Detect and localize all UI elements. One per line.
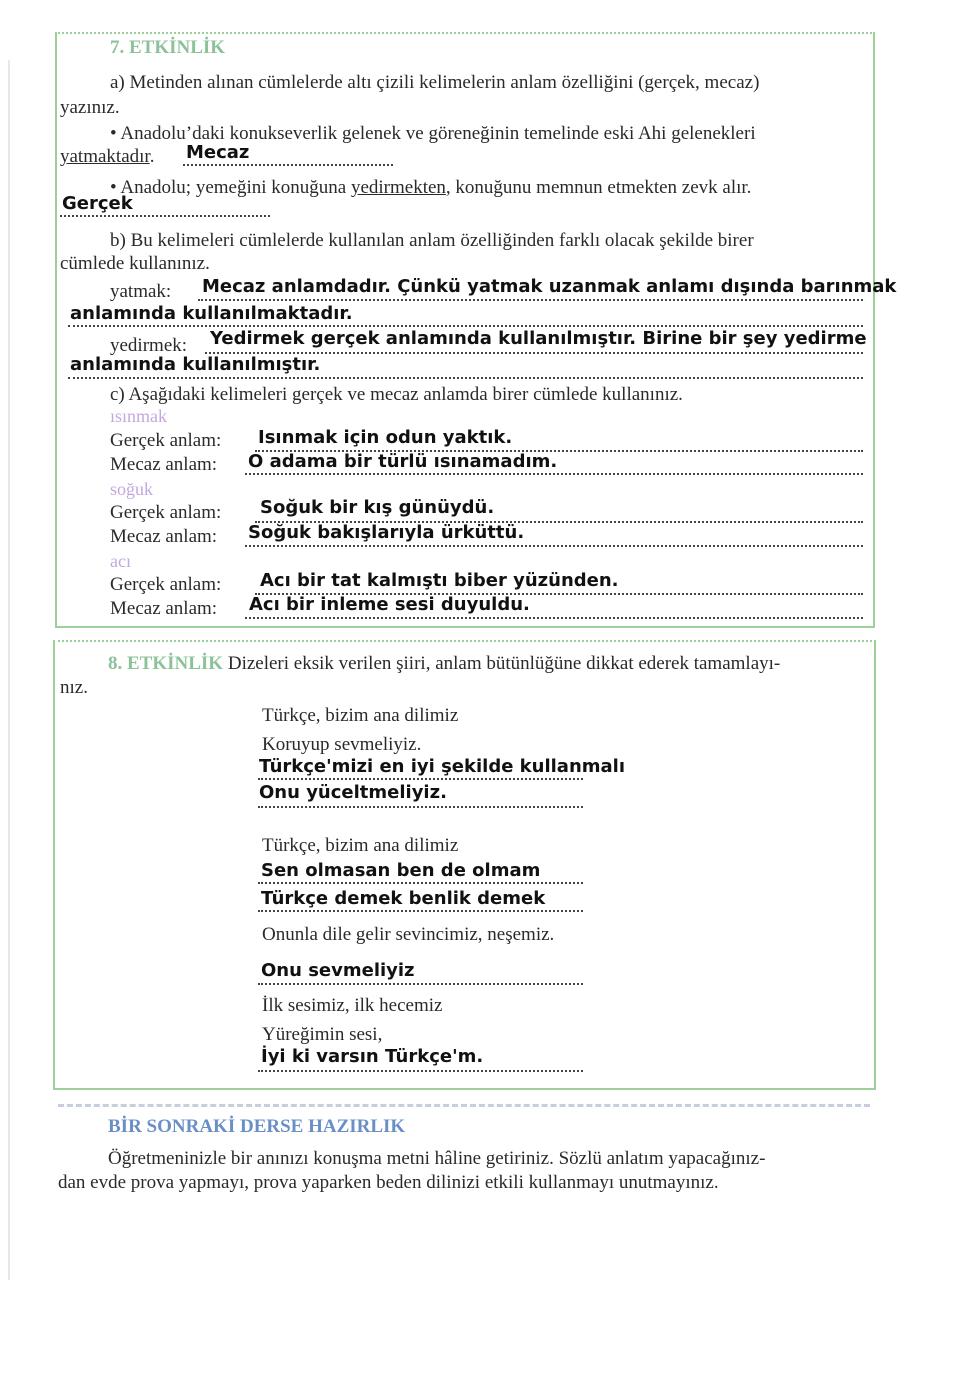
keyword-isinmak: ısınmak — [110, 406, 167, 426]
soguk-real-answer: Soğuk bir kış günüydü. — [260, 497, 495, 518]
soguk-figurative-answer: Soğuk bakışlarıyla ürküttü. — [248, 522, 525, 543]
figurative-meaning-label: Mecaz anlam: — [110, 526, 218, 547]
poem-line: Koruyup sevmeliyiz. — [262, 734, 422, 755]
poem-answer-line: Sen olmasan ben de olmam — [261, 860, 541, 881]
poem-line: Yüreğimin sesi, — [262, 1024, 383, 1045]
section-divider — [58, 1104, 870, 1107]
poem-line: Türkçe, bizim ana dilimiz — [262, 705, 459, 726]
isinmak-figurative-answer: O adama bir türlü ısınamadım. — [248, 451, 558, 472]
scan-edge — [8, 60, 10, 1280]
aci-real-answer: Acı bir tat kalmıştı biber yüzünden. — [260, 570, 619, 591]
yedirmek-answer-line1: Yedirmek gerçek anlamında kullanılmıştır. Birine bir şey yedirme — [210, 328, 867, 349]
answer-sentence-2: Gerçek — [62, 193, 133, 214]
real-meaning-label: Gerçek anlam: — [110, 502, 222, 523]
question-b-line1: b) Bu kelimeleri cümlelerde kullanılan anlam özelliğinden farklı olacak şekilde birer — [110, 230, 754, 251]
keyword-soguk: soğuk — [110, 479, 154, 499]
underlined-word-yatmak: yatmaktadır — [60, 146, 150, 167]
activity-7-title: 7. ETKİNLİK — [110, 37, 226, 58]
poem-answer-line: Türkçe demek benlik demek — [261, 888, 546, 909]
underlined-word-yedirmek: yedirmekten — [350, 177, 446, 198]
next-lesson-text-line1: Öğretmeninizle bir anınızı konuşma metni hâline getiriniz. Sözlü anlatım yapacağınız- — [108, 1148, 766, 1169]
poem-answer-line: Onu yüceltmeliyiz. — [259, 782, 447, 803]
sentence-1-line1: • Anadolu’daki konukseverlik gelenek ve göreneğinin temelinde eski Ahi gelenekleri — [110, 123, 756, 144]
real-meaning-label: Gerçek anlam: — [110, 574, 222, 595]
poem-answer-line: İyi ki varsın Türkçe'm. — [261, 1046, 484, 1067]
yedirmek-label: yedirmek: — [110, 335, 188, 356]
yatmak-answer-line1: Mecaz anlamdadır. Çünkü yatmak uzanmak anlamı dışında barınmak — [202, 276, 897, 297]
question-b-line2: cümlede kullanınız. — [60, 253, 210, 274]
question-a-line1: a) Metinden alınan cümlelerde altı çizili kelimelerin anlam özelliğini (gerçek, mecaz) — [110, 72, 760, 93]
keyword-aci: acı — [110, 551, 131, 571]
isinmak-real-answer: Isınmak için odun yaktık. — [258, 427, 513, 448]
poem-line: Türkçe, bizim ana dilimiz — [262, 835, 459, 856]
poem-answer-line: Türkçe'mizi en iyi şekilde kullanmalı — [259, 756, 626, 777]
figurative-meaning-label: Mecaz anlam: — [110, 598, 218, 619]
sentence-1-line2: yatmaktadır. — [60, 146, 155, 167]
activity-8-title: 8. ETKİNLİK — [108, 653, 224, 674]
yatmak-label: yatmak: — [110, 281, 172, 302]
activity-8-instruction: 8. ETKİNLİK Dizeleri eksik verilen şiiri, anlam bütünlüğüne dikkat ederek tamamlayı- — [108, 653, 781, 674]
activity-8-instruction-line2: nız. — [60, 677, 88, 698]
aci-figurative-answer: Acı bir inleme sesi duyuldu. — [249, 594, 530, 615]
next-lesson-text-line2: dan evde prova yapmayı, prova yaparken beden dilinizi etkili kullanmayı unutmayınız. — [58, 1172, 719, 1193]
yedirmek-answer-line2: anlamında kullanılmıştır. — [70, 354, 321, 375]
question-a-line2: yazınız. — [60, 97, 120, 118]
next-lesson-title: BİR SONRAKİ DERSE HAZIRLIK — [108, 1116, 406, 1137]
question-c: c) Aşağıdaki kelimeleri gerçek ve mecaz anlamda birer cümlede kullanınız. — [110, 384, 683, 405]
poem-line: Onunla dile gelir sevincimiz, neşemiz. — [262, 924, 555, 945]
figurative-meaning-label: Mecaz anlam: — [110, 454, 218, 475]
yatmak-answer-line2: anlamında kullanılmaktadır. — [70, 303, 353, 324]
real-meaning-label: Gerçek anlam: — [110, 430, 222, 451]
poem-answer-line: Onu sevmeliyiz — [261, 960, 415, 981]
poem-line: İlk sesimiz, ilk hecemiz — [262, 995, 443, 1016]
sentence-2-line1: • Anadolu; yemeğini konuğuna yedirmekten, konuğunu memnun etmekten zevk alır. — [110, 177, 752, 198]
answer-sentence-1: Mecaz — [186, 142, 250, 163]
